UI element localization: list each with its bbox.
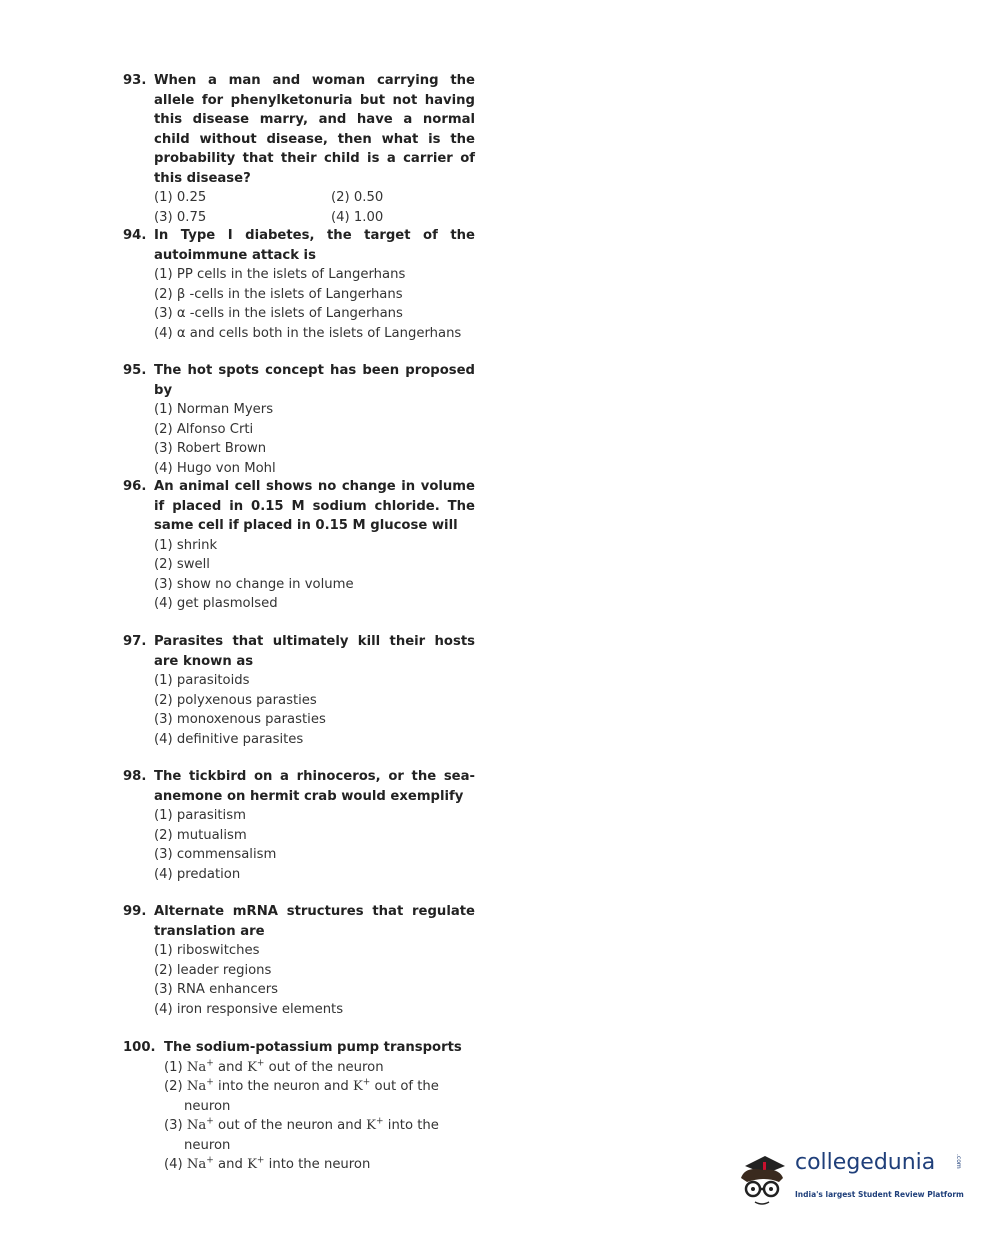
option-2: (2) Alfonso Crti — [154, 421, 254, 437]
question-number: 97. — [123, 634, 147, 649]
option-4: (4) Hugo von Mohl — [154, 460, 276, 476]
question-98 — [123, 767, 475, 884]
option-1: (1) 0.25 — [154, 190, 207, 205]
option-1: (1) Norman Myers — [154, 402, 274, 417]
question-94 — [123, 226, 475, 343]
question-number: 93. — [123, 73, 147, 88]
question-96 — [123, 477, 475, 614]
option-4: (4) definitive parasites — [154, 731, 304, 747]
question-text: An animal cell shows no change in volume if placed in 0.15 M sodium chloride. The same cell if placed in 0.15 M glucose will — [154, 479, 475, 533]
question-number: 98. — [123, 769, 147, 784]
option-1: (1) Na+ and K+ out of the neuron — [164, 1058, 384, 1075]
collegedunia-logo — [735, 1142, 965, 1212]
question-text: The hot spots concept has been proposed by — [154, 363, 475, 398]
brand-tagline: India's largest Student Review Platform — [795, 1190, 964, 1199]
question-text: The sodium-potassium pump transports — [164, 1040, 462, 1055]
option-1: (1) parasitoids — [154, 673, 250, 688]
option-2: (2) Na+ into the neuron and K+ out of the neuron — [164, 1077, 439, 1114]
option-3: (3) Robert Brown — [154, 441, 267, 456]
question-97 — [123, 632, 475, 749]
question-95 — [123, 361, 475, 478]
option-3: (3) RNA enhancers — [154, 982, 279, 997]
option-2: (2) leader regions — [154, 962, 272, 978]
brand-domain: .com — [955, 1154, 962, 1169]
option-4: (4) iron responsive elements — [154, 1001, 344, 1017]
question-text: Parasites that ultimately kill their hosts are known as — [154, 634, 475, 669]
option-1: (1) PP cells in the islets of Langerhans — [154, 267, 406, 282]
question-text: Alternate mRNA structures that regulate translation are — [154, 904, 475, 939]
option-4: (4) 1.00 — [331, 209, 384, 225]
question-text: When a man and woman carrying the allele for phenylketonuria but not having this disease marry, and have a normal child without disease, then what is the probability that their child is a carrier of this disease? — [154, 73, 475, 186]
option-3: (3) commensalism — [154, 847, 277, 862]
option-4: (4) predation — [154, 866, 241, 882]
option-1: (1) shrink — [154, 537, 218, 553]
brand-name: collegedunia — [795, 1150, 936, 1175]
student-mascot-icon — [735, 1142, 793, 1212]
question-number: 95. — [123, 363, 147, 378]
question-93 — [123, 71, 475, 227]
option-3: (3) Na+ out of the neuron and K+ into the neuron — [164, 1116, 439, 1153]
option-2: (2) β -cells in the islets of Langerhans — [154, 286, 403, 302]
option-3: (3) α -cells in the islets of Langerhans — [154, 306, 403, 321]
option-1: (1) riboswitches — [154, 943, 260, 958]
option-2: (2) 0.50 — [331, 190, 384, 205]
question-number: 100. — [123, 1040, 156, 1055]
question-number: 94. — [123, 228, 147, 243]
option-2: (2) swell — [154, 557, 210, 572]
question-99 — [123, 902, 475, 1019]
option-3: (3) monoxenous parasties — [154, 712, 326, 727]
question-number: 99. — [123, 904, 147, 919]
question-100 — [123, 1038, 475, 1175]
option-4: (4) Na+ and K+ into the neuron — [164, 1155, 371, 1172]
option-4: (4) get plasmolsed — [154, 596, 278, 611]
question-text: In Type I diabetes, the target of the autoimmune attack is — [154, 228, 475, 263]
option-2: (2) polyxenous parasties — [154, 692, 317, 708]
option-1: (1) parasitism — [154, 808, 246, 823]
question-text: The tickbird on a rhinoceros, or the sea-anemone on hermit crab would exemplify — [154, 769, 475, 804]
option-2: (2) mutualism — [154, 827, 247, 843]
option-3: (3) show no change in volume — [154, 576, 354, 592]
question-number: 96. — [123, 479, 147, 494]
option-3: (3) 0.75 — [154, 209, 207, 225]
option-4: (4) α and cells both in the islets of Langerhans — [154, 325, 462, 341]
